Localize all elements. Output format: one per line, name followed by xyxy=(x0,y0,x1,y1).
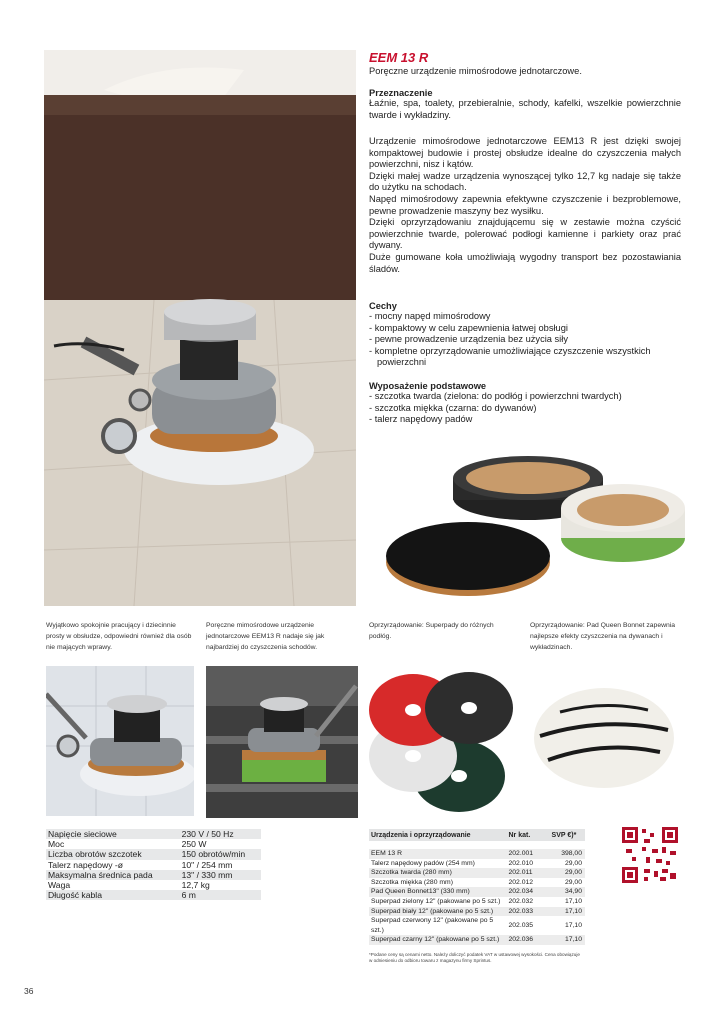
table-row xyxy=(46,860,261,870)
description-paragraph: Duże gumowane koła umożliwiają wygodny transport bez pozostawiania śladów. xyxy=(369,251,681,274)
caption-1: Wyjątkowo spokojnie pracujący i dziecinnie prosty w obsłudze, odpowiedni również dla osób nie mających wprawy. xyxy=(46,622,192,651)
features-heading: Cechy xyxy=(369,301,397,311)
table-row xyxy=(46,849,261,859)
item-number: 202.010 xyxy=(508,859,534,867)
purpose-section xyxy=(369,88,681,121)
equipment-list xyxy=(369,391,681,426)
feature-item: - pewne prowadzenie urządzenia bez użycia siły xyxy=(369,334,681,346)
item-name: Superpad zielony 12" (pakowane po 5 szt.) xyxy=(371,897,501,905)
description-paragraph: Dzięki małej wadze urządzenia wynoszącej tylko 12,7 kg nadaje się także do użytku na schodach. xyxy=(369,170,681,193)
description-paragraph: Urządzenie mimośrodowe jednotarczowe EEM13 R jest dzięki swojej kompaktowej budowie i prostej obsłudze idealne do czyszczenia małych powierzchni, nisz i kątów. xyxy=(369,136,681,170)
purpose-text: Łaźnie, spa, toalety, przebieralnie, schody, kafelki, wszelkie powierzchnie twarde i wykładziny. xyxy=(369,98,681,120)
table-spacer-row xyxy=(369,841,585,849)
machine-in-bathroom-photo xyxy=(46,666,194,816)
table-row xyxy=(369,887,585,897)
table-row xyxy=(369,907,585,917)
column-header: Urządzenia i oprzyrządowanie xyxy=(369,829,506,841)
table-row xyxy=(369,878,585,888)
price-footnote: *Podane ceny są cenami netto. Należy doliczyć podatek VAT w ustawowej wysokości. Cena obowiązuje w odniesieniu do odbioru towaru z magazynu firmy Sprintus. xyxy=(369,952,580,963)
description-paragraph: Napęd mimośrodowy zapewnia efektywne czyszczenie i bezproblemowe, pewne prowadzenie maszyny bez wysiłku. xyxy=(369,193,681,216)
product-subtitle: Poręczne urządzenie mimośrodowe jednotarczowe. xyxy=(369,66,582,76)
table-row xyxy=(369,849,585,859)
item-price: 29,00 xyxy=(550,868,585,878)
item-price: 29,00 xyxy=(564,859,582,867)
item-name: EEM 13 R xyxy=(369,849,506,859)
spec-label: Napięcie sieciowe xyxy=(46,829,178,839)
item-number: 202.011 xyxy=(506,868,549,878)
description-paragraph: Dzięki oprzyrządowaniu znajdującemu się w zestawie można czyścić powierzchnie twarde, polerować podłogi kamienne i parkiety oraz prać dywany. xyxy=(369,217,681,251)
spec-label: Waga xyxy=(48,880,71,891)
qr-code-icon[interactable] xyxy=(622,827,678,883)
item-price: 17,10 xyxy=(564,897,582,905)
table-row xyxy=(369,916,585,935)
table-row xyxy=(46,890,261,900)
table-row xyxy=(46,880,261,890)
feature-item: - kompaktowy w celu zapewnienia łatwej obsługi xyxy=(369,323,681,335)
item-name: Superpad czarny 12" (pakowane po 5 szt.) xyxy=(369,935,506,945)
spec-label: Talerz napędowy -ø xyxy=(48,859,123,870)
purpose-heading: Przeznaczenie xyxy=(369,88,433,98)
item-number: 202.034 xyxy=(506,887,549,897)
superpads-photo xyxy=(369,666,517,816)
pad-queen-bonnet-photo xyxy=(530,666,678,816)
spec-value: 230 V / 50 Hz xyxy=(178,829,261,839)
item-number: 202.032 xyxy=(508,897,534,905)
equipment-heading: Wyposażenie podstawowe xyxy=(369,381,487,391)
main-product-photo xyxy=(44,50,356,606)
item-price: 29,00 xyxy=(564,878,582,886)
item-price: 398,00 xyxy=(550,849,585,859)
spec-value: 150 obrotów/min xyxy=(178,849,261,859)
table-row xyxy=(46,839,261,849)
column-header: SVP €)* xyxy=(550,829,585,841)
equipment-item: - szczotka twarda (zielona: do podłóg i powierzchni twardych) xyxy=(369,391,681,403)
price-table xyxy=(369,829,585,945)
machine-on-stairs-photo xyxy=(206,666,358,818)
spec-label: Liczba obrotów szczotek xyxy=(46,849,178,859)
item-name: Szczotka twarda (280 mm) xyxy=(369,868,506,878)
column-header: Nr kat. xyxy=(506,829,549,841)
table-row xyxy=(369,897,585,907)
spec-value: 250 W xyxy=(181,839,207,850)
spec-value: 6 m xyxy=(178,890,261,900)
description-section xyxy=(369,136,681,275)
table-row xyxy=(369,935,585,945)
spec-label: Długość kabla xyxy=(46,890,178,900)
item-number: 202.012 xyxy=(508,878,534,886)
item-name: Superpad biały 12" (pakowane po 5 szt.) xyxy=(369,907,506,917)
item-price: 17,10 xyxy=(564,921,582,929)
table-row xyxy=(46,870,261,880)
caption-3: Oprzyrządowanie: Superpady do różnych podłóg. xyxy=(369,622,494,640)
spec-value: 10" / 254 mm xyxy=(181,859,233,870)
item-number: 202.035 xyxy=(508,921,534,929)
page-number: 36 xyxy=(24,986,34,996)
equipment-item: - szczotka miękka (czarna: do dywanów) xyxy=(369,403,681,415)
caption-2: Poręczne mimośrodowe urządzenie jednotarczowe EEM13 R nadaje się jak najbardziej do czyszczenia schodów. xyxy=(206,622,325,651)
item-number: 202.001 xyxy=(506,849,549,859)
brushes-photo xyxy=(378,450,690,602)
item-name: Talerz napędowy padów (254 mm) xyxy=(371,859,475,867)
table-row xyxy=(46,829,261,839)
item-number: 202.033 xyxy=(506,907,549,917)
table-row xyxy=(369,868,585,878)
features-list xyxy=(369,311,681,369)
item-name: Superpad czerwony 12" (pakowane po 5 szt.) xyxy=(371,917,494,934)
item-price: 17,10 xyxy=(550,907,585,917)
caption-4: Oprzyrządowanie: Pad Queen Bonnet zapewnia najlepsze efekty czyszczenia na dywanach i wykładzinach. xyxy=(530,622,676,651)
features-section xyxy=(369,301,681,369)
equipment-section xyxy=(369,381,681,426)
spec-value: 12,7 kg xyxy=(181,880,210,891)
equipment-item: - talerz napędowy padów xyxy=(369,414,681,426)
feature-item: - kompletne oprzyrządowanie umożliwiające czyszczenie wszystkich powierzchni xyxy=(369,346,681,369)
item-number: 202.036 xyxy=(506,935,549,945)
product-title: EEM 13 R xyxy=(369,50,429,65)
spec-label: Maksymalna średnica pada xyxy=(46,870,178,880)
feature-item: - mocny napęd mimośrodowy xyxy=(369,311,681,323)
item-name: Pad Queen Bonnet13" (330 mm) xyxy=(369,887,506,897)
specs-table xyxy=(46,829,261,900)
table-header-row xyxy=(369,829,585,841)
spec-label: Moc xyxy=(48,839,65,850)
item-price: 34,90 xyxy=(550,887,585,897)
item-name: Szczotka miękka (280 mm) xyxy=(371,878,453,886)
table-row xyxy=(369,859,585,869)
spec-value: 13" / 330 mm xyxy=(178,870,261,880)
item-price: 17,10 xyxy=(550,935,585,945)
